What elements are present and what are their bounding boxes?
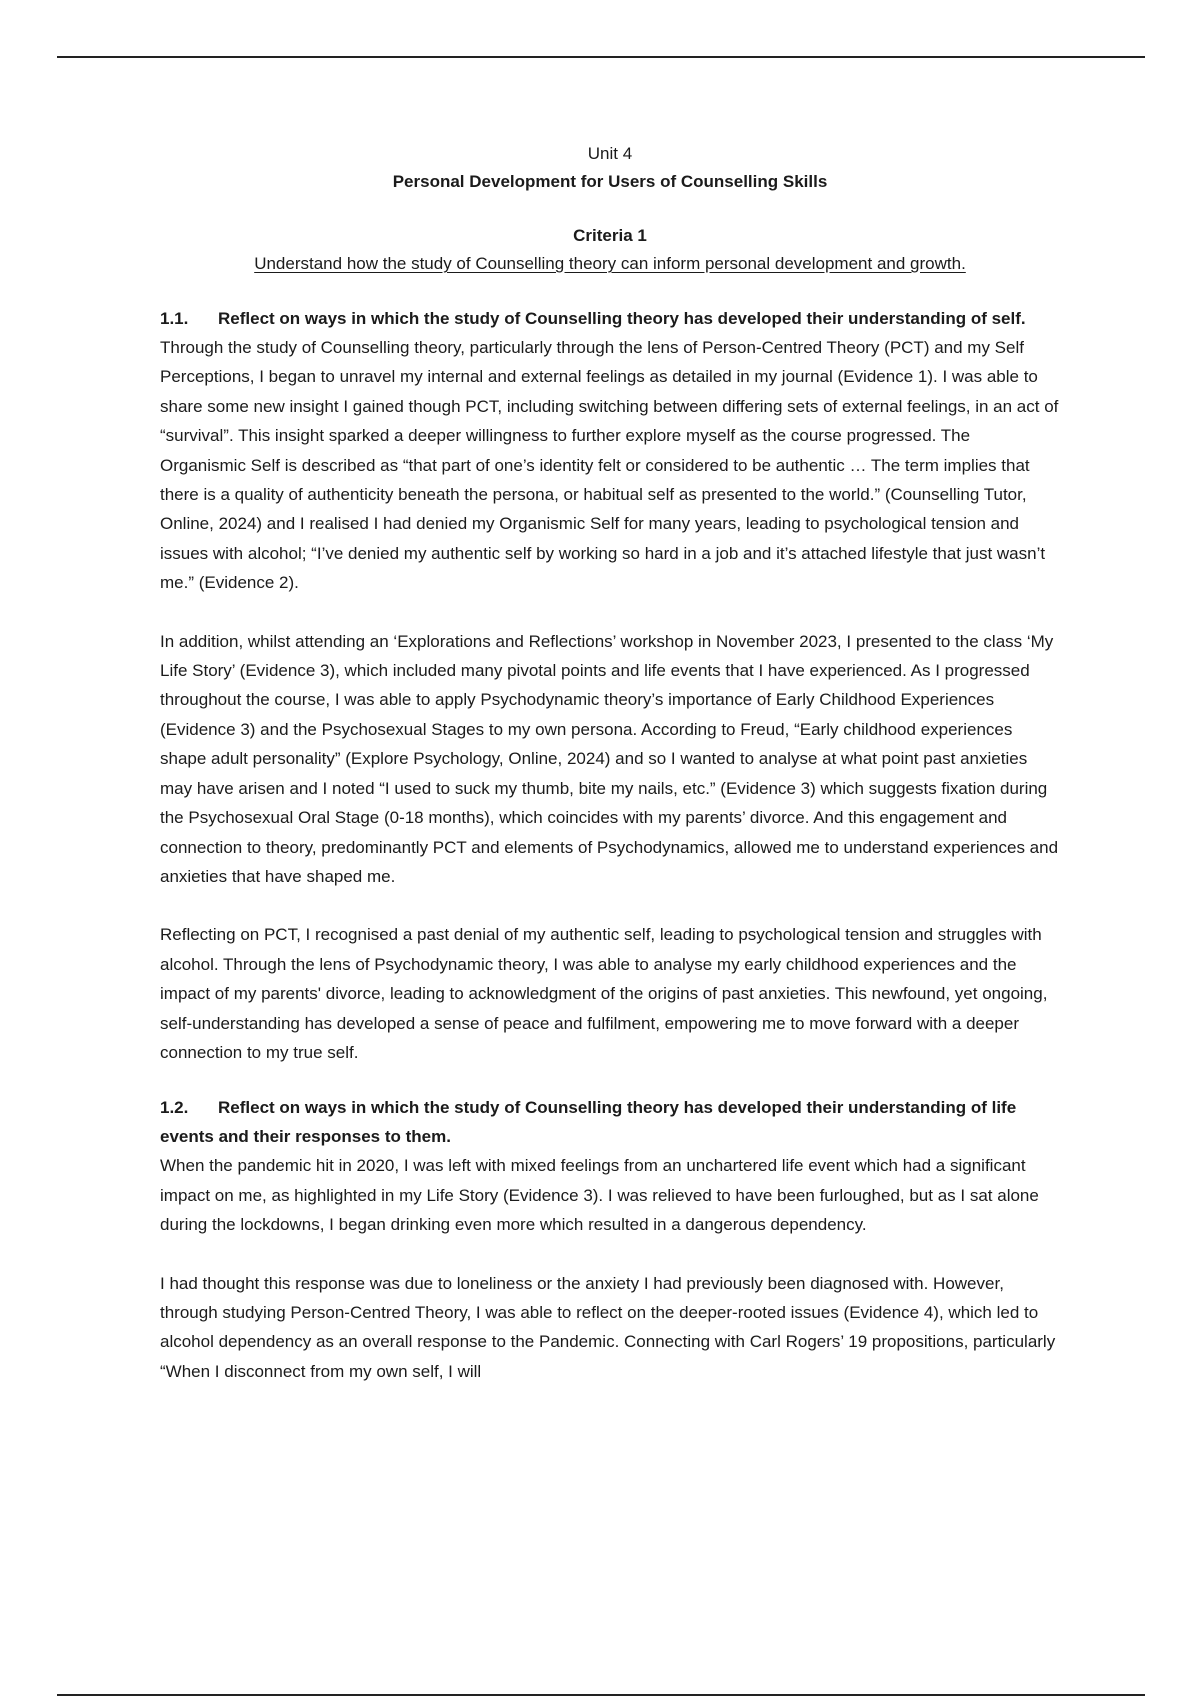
criteria-description-text: Understand how the study of Counselling theory can inform personal development and growth. <box>254 254 966 273</box>
section-heading-text: Reflect on ways in which the study of Counselling theory has developed their understanding of life events and their responses to them. <box>160 1098 1017 1147</box>
section-number: 1.2. <box>160 1098 189 1118</box>
paragraph: When the pandemic hit in 2020, I was left with mixed feelings from an unchartered life event which had a significant impact on me, as highlighted in my Life Story (Evidence 3). I was relieved to have been furloughed, but as I sat alone during the lockdowns, I began drinking even more which resulted in a dangerous dependency. <box>160 1156 1039 1235</box>
top-rule <box>57 56 1145 58</box>
section-heading-text: Reflect on ways in which the study of Counselling theory has developed their understanding of self. <box>218 309 1026 328</box>
section-1-1 <box>160 304 1060 1067</box>
section-heading <box>160 304 1060 333</box>
paragraph: Through the study of Counselling theory, particularly through the lens of Person-Centred Theory (PCT) and my Self Perceptions, I began to unravel my internal and external feelings as detailed in my journal (Evidence 1). I was able to share some new insight I gained though PCT, including switching between differing sets of external feelings, in an act of “survival”. This insight sparked a deeper willingness to further explore myself as the course progressed. The Organismic Self is described as “that part of one’s identity felt or considered to be authentic … The term implies that there is a quality of authenticity beneath the persona, or habitual self as presented to the world.” (Counselling Tutor, Online, 2024) and I realised I had denied my Organismic Self for many years, leading to psychological tension and issues with alcohol; “I’ve denied my authentic self by working so hard in a job and it’s attached lifestyle that just wasn’t me.” (Evidence 2). <box>160 338 1059 593</box>
unit-label: Unit 4 <box>587 144 633 163</box>
section-heading <box>160 1093 1060 1151</box>
criteria-description <box>160 250 1060 278</box>
paragraph: In addition, whilst attending an ‘Explorations and Reflections’ workshop in November 2023, I presented to the class ‘My Life Story’ (Evidence 3), which included many pivotal points and life events that I have experienced. As I progressed throughout the course, I was able to apply Psychodynamic theory’s importance of Early Childhood Experiences (Evidence 3) and the Psychosexual Stages to my own persona. According to Freud, “Early childhood experiences shape adult personality” (Explore Psychology, Online, 2024) and so I wanted to analyse at what point past anxieties may have arisen and I noted “I used to suck my thumb, bite my nails, etc.” (Evidence 3) which suggests fixation during the Psychosexual Oral Stage (0-18 months), which coincides with my parents’ divorce. And this engagement and connection to theory, predominantly PCT and elements of Psychodynamics, allowed me to understand experiences and anxieties that have shaped me. <box>160 631 1059 886</box>
criteria-heading: Criteria 1 <box>573 226 647 245</box>
section-1-2 <box>160 1093 1060 1386</box>
document-body <box>160 140 1060 1386</box>
section-number: 1.1. <box>160 309 189 328</box>
paragraph: Reflecting on PCT, I recognised a past denial of my authentic self, leading to psychological tension and struggles with alcohol. Through the lens of Psychodynamic theory, I was able to analyse my early childhood experiences and the impact of my parents' divorce, leading to acknowledgment of the origins of past anxieties. This newfound, yet ongoing, self-understanding has developed a sense of peace and fulfilment, empowering me to move forward with a deeper connection to my true self. <box>160 925 1048 1062</box>
paragraph: I had thought this response was due to loneliness or the anxiety I had previously been diagnosed with. However, through studying Person-Centred Theory, I was able to reflect on the deeper-rooted issues (Evidence 4), which led to alcohol dependency as an overall response to the Pandemic. Connecting with Carl Rogers’ 19 propositions, particularly “When I disconnect from my own self, I will <box>160 1273 1056 1381</box>
document-title: Personal Development for Users of Counselling Skills <box>392 172 828 191</box>
bottom-rule <box>57 1694 1145 1696</box>
